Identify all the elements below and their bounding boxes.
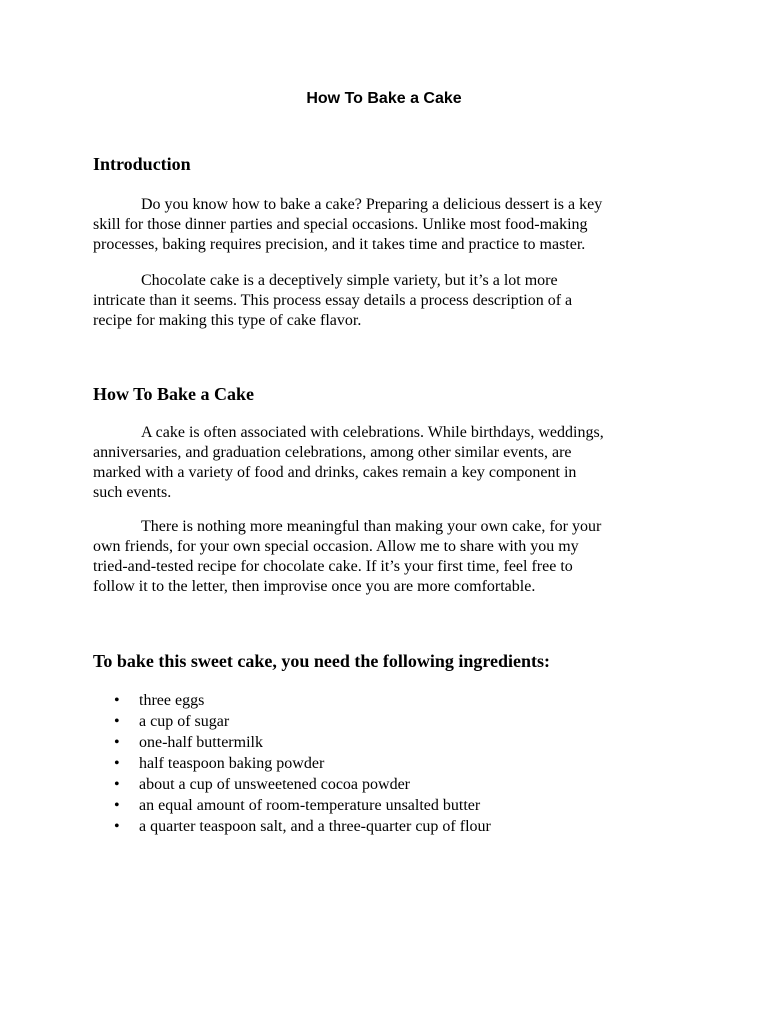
intro-p1-line-2: skill for those dinner parties and special occasions. Unlike most food-making <box>93 216 588 233</box>
how-p1-line-4: such events. <box>93 484 172 501</box>
intro-paragraph-2 <box>93 271 678 331</box>
ingredient-text: half teaspoon baking powder <box>139 755 325 772</box>
intro-p1-line-1: Do you know how to bake a cake? Preparing a delicious dessert is a key <box>141 196 603 213</box>
how-paragraph-1 <box>93 423 678 503</box>
list-item <box>93 774 491 795</box>
how-p2-line-4: follow it to the letter, then improvise once you are more comfortable. <box>93 578 536 595</box>
ingredient-text: about a cup of unsweetened cocoa powder <box>139 776 410 793</box>
list-item <box>93 690 491 711</box>
bullet-icon: • <box>114 776 120 793</box>
intro-p1-line-3: processes, baking requires precision, and it takes time and practice to master. <box>93 236 586 253</box>
bullet-icon: • <box>114 797 120 814</box>
bullet-icon: • <box>114 692 120 709</box>
intro-paragraph-1 <box>93 195 678 255</box>
how-p1-line-3: marked with a variety of food and drinks, cakes remain a key component in <box>93 464 577 481</box>
list-item <box>93 732 491 753</box>
ingredient-text: a quarter teaspoon salt, and a three-quarter cup of flour <box>139 818 491 835</box>
how-to-bake-heading: How To Bake a Cake <box>93 384 255 404</box>
list-item <box>93 711 491 732</box>
how-p2-line-3: tried-and-tested recipe for chocolate cake. If it’s your first time, feel free to <box>93 558 573 575</box>
how-p1-line-2: anniversaries, and graduation celebrations, among other similar events, are <box>93 444 572 461</box>
bullet-icon: • <box>114 713 120 730</box>
how-p1-line-1: A cake is often associated with celebrations. While birthdays, weddings, <box>141 424 604 441</box>
bullet-icon: • <box>114 755 120 772</box>
ingredient-text: a cup of sugar <box>139 713 230 730</box>
list-item <box>93 753 491 774</box>
intro-p2-line-2: intricate than it seems. This process essay details a process description of a <box>93 292 573 309</box>
list-item <box>93 816 491 837</box>
bullet-icon: • <box>114 818 120 835</box>
how-paragraph-2 <box>93 517 678 597</box>
intro-p2-line-1: Chocolate cake is a deceptively simple variety, but it’s a lot more <box>141 272 558 289</box>
intro-p2-line-3: recipe for making this type of cake flavor. <box>93 312 362 329</box>
ingredient-text: three eggs <box>139 692 205 709</box>
ingredients-heading: To bake this sweet cake, you need the following ingredients: <box>93 651 551 671</box>
list-item <box>93 795 491 816</box>
document-title: How To Bake a Cake <box>306 90 462 107</box>
how-p2-line-2: own friends, for your own special occasion. Allow me to share with you my <box>93 538 579 555</box>
bullet-icon: • <box>114 734 120 751</box>
how-p2-line-1: There is nothing more meaningful than making your own cake, for your <box>141 518 602 535</box>
ingredient-text: one-half buttermilk <box>139 734 263 751</box>
ingredient-text: an equal amount of room-temperature unsalted butter <box>139 797 481 814</box>
ingredients-list <box>93 690 491 837</box>
introduction-heading: Introduction <box>93 154 191 174</box>
